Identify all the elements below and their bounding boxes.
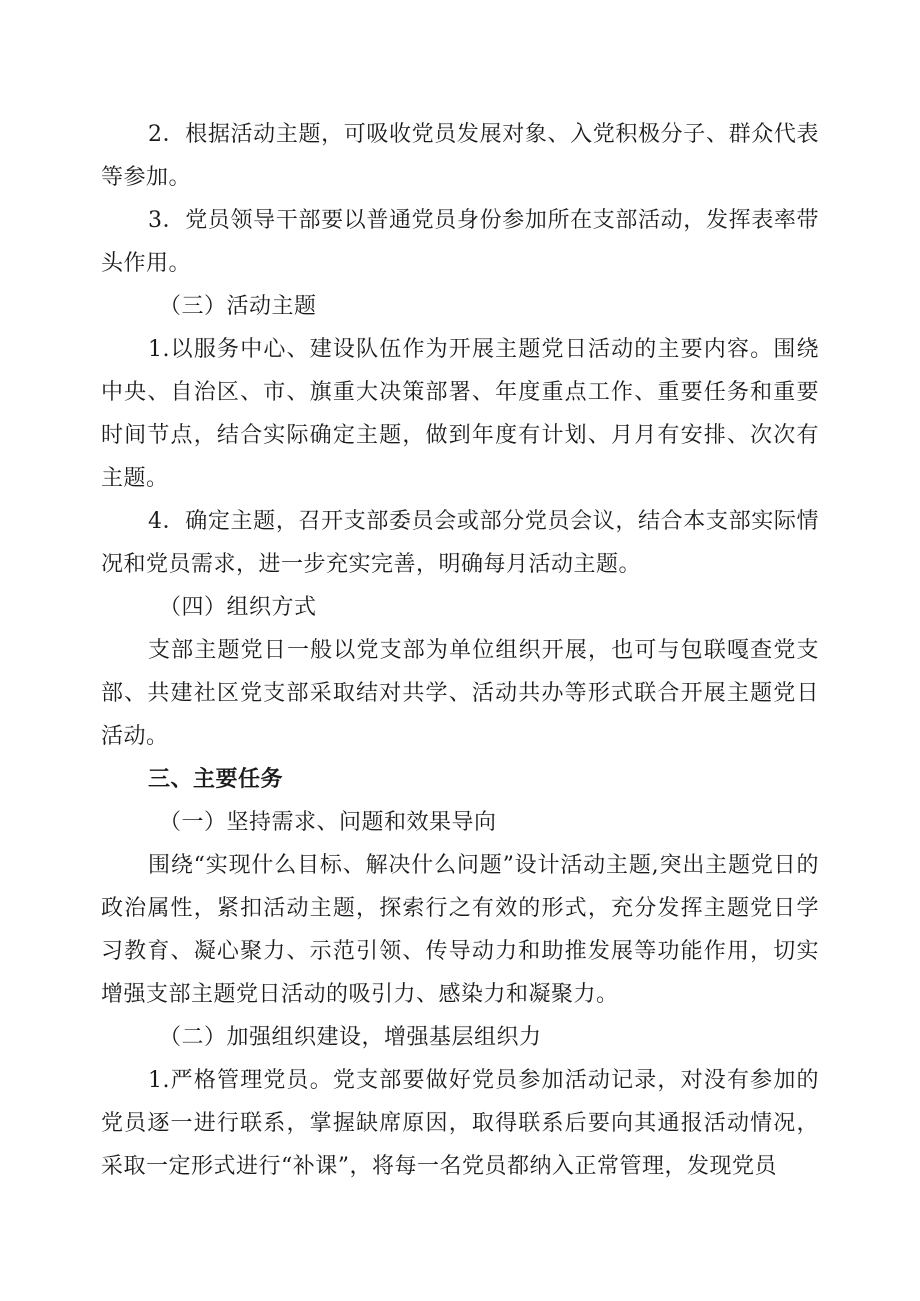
subheading-demand-orientation: （一）坚持需求、问题和效果导向 (159, 810, 497, 835)
subheading-organization-building: （二）加强组织建设，增强基层组织力 (159, 1025, 542, 1050)
paragraph-organization: 支部主题党日一般以党支部为单位组织开展，也可与包联嘎查党支部、共建社区党支部采取结对共学、活动共办等形式联合开展主题党日活动。 (101, 638, 819, 749)
paragraph-theme-1: 1.以服务中心、建设队伍作为开展主题党日活动的主要内容。围绕中央、自治区、市、旗重大决策部署、年度重点工作、重要任务和重要时间节点，结合实际确定主题，做到年度有计划、月月有安排、次次有主题。 (101, 337, 819, 491)
paragraph-theme-4: 4．确定主题，召开支部委员会或部分党员会议，结合本支部实际情况和党员需求，进一步充实完善，明确每月活动主题。 (101, 509, 819, 577)
section-heading-main-tasks: 三、主要任务 (148, 767, 284, 792)
paragraph-item-3: 3．党员领导干部要以普通党员身份参加所在支部活动，发挥表率带头作用。 (101, 208, 819, 276)
paragraph-demand-orientation: 围绕“实现什么目标、解决什么问题”设计活动主题,突出主题党日的政治属性，紧扣活动主题，探索行之有效的形式，充分发挥主题党日学习教育、凝心聚力、示范引领、传导动力和助推发展等功能作用，切实增强支部主题党日活动的吸引力、感染力和凝聚力。 (101, 853, 819, 1007)
paragraph-member-management: 1.严格管理党员。党支部要做好党员参加活动记录，对没有参加的党员逐一进行联系，掌握缺席原因，取得联系后要向其通报活动情况，采取一定形式进行“补课”，将每一名党员都纳入正常管理，发现党员 (101, 1068, 819, 1179)
paragraph-item-2: 2．根据活动主题，可吸收党员发展对象、入党积极分子、群众代表等参加。 (101, 122, 819, 190)
subheading-organization-method: （四）组织方式 (159, 595, 317, 620)
document-body (101, 113, 819, 1188)
subheading-activity-theme: （三）活动主题 (159, 294, 317, 319)
